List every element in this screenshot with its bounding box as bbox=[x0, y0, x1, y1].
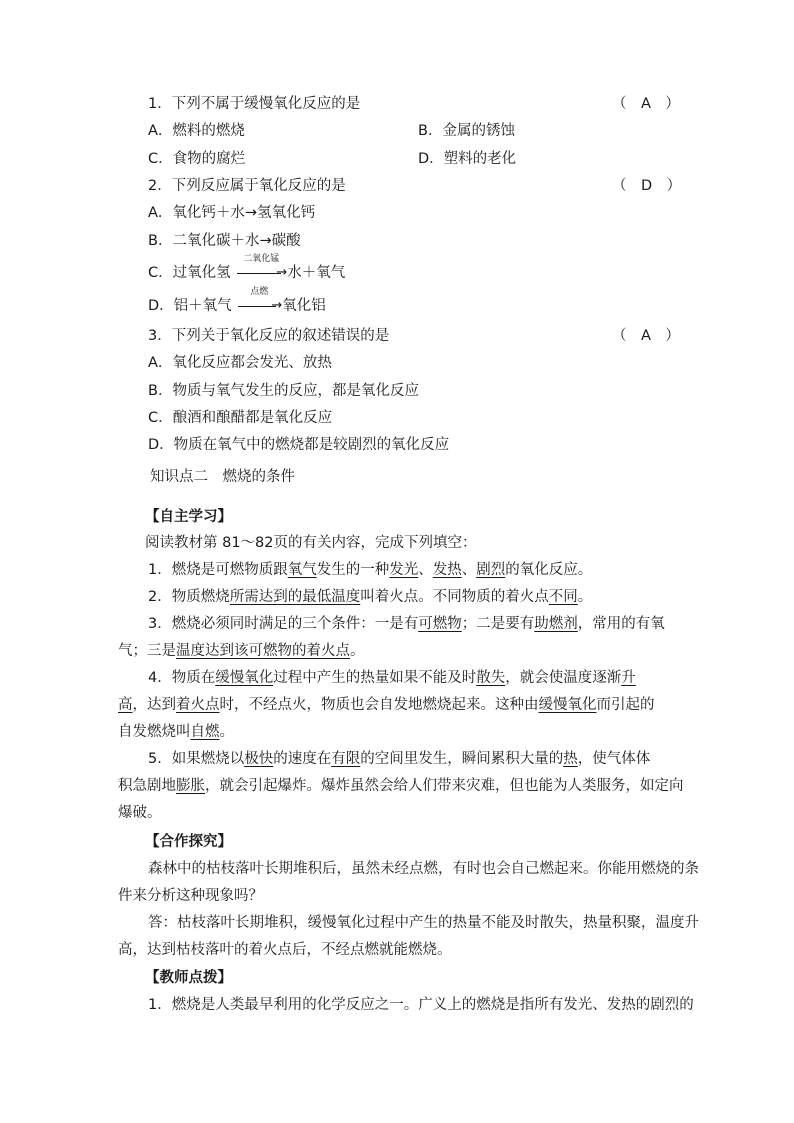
arrow-icon: → bbox=[271, 298, 283, 313]
blank-answer: 剧烈 bbox=[476, 562, 506, 578]
blank-answer: 助燃剂 bbox=[534, 616, 578, 632]
teacher-tips-heading: 【教师点拨】 bbox=[145, 970, 232, 986]
cooperation-answer-line-2: 高，达到枯枝落叶的着火点后，不经点燃就能燃烧。 bbox=[118, 942, 452, 958]
text: ；二是要有 bbox=[461, 616, 535, 632]
fill-line-5-end: 爆破。 bbox=[118, 805, 162, 821]
text: 积急剧地 bbox=[118, 778, 176, 794]
q1-answer: （ A ） bbox=[612, 96, 680, 112]
fill-line-4-end bbox=[118, 722, 234, 742]
q3-option-c: C．酿酒和酿醋都是氧化反应 bbox=[148, 410, 333, 426]
fill-line-1 bbox=[148, 560, 592, 580]
reaction-arrow-d bbox=[236, 287, 283, 316]
text: 发生的一种 bbox=[316, 562, 390, 578]
fill-line-4 bbox=[148, 668, 636, 688]
arrow-icon: → bbox=[276, 265, 288, 280]
q2-c-reactant: C．过氧化氢 bbox=[148, 265, 231, 281]
blank-answer: 氧气 bbox=[287, 562, 317, 578]
text: 而引起的 bbox=[596, 697, 655, 713]
text: 。 bbox=[350, 643, 365, 659]
text: 的空间里发生，瞬间累积大量的 bbox=[360, 751, 564, 767]
reaction-arrow-c bbox=[235, 254, 288, 283]
cooperation-question-line-2: 件来分析这种现象吗？ bbox=[118, 888, 263, 904]
section-title: 知识点二 燃烧的条件 bbox=[150, 469, 295, 485]
blank-answer: 缓慢氧化 bbox=[215, 670, 274, 686]
q3-option-b: B．物质与氧气发生的反应，都是氧化反应 bbox=[148, 383, 419, 399]
cooperation-answer-line-1: 答：枯枝落叶长期堆积，缓慢氧化过程中产生的热量不能及时散失，热量积聚，温度升 bbox=[148, 915, 699, 931]
blank-answer: 温度达到该可燃物的着火点 bbox=[176, 643, 350, 659]
text: 过程中产生的热量如果不能及时 bbox=[273, 670, 477, 686]
q2-d-reactant: D．铝＋氧气 bbox=[148, 298, 232, 314]
cooperation-question-line-1: 森林中的枯枝落叶长期堆积后，虽然未经点燃，有时也会自己燃起来。你能用燃烧的条 bbox=[148, 861, 699, 877]
q3-option-a: A．氧化反应都会发光、放热 bbox=[148, 355, 332, 371]
text: 气；三是 bbox=[118, 643, 176, 659]
fill-line-3 bbox=[148, 614, 665, 634]
text: 时，不经点火，物质也会自发地燃烧起来。这种由 bbox=[219, 697, 539, 713]
blank-answer: 散失 bbox=[476, 670, 506, 686]
blank-answer: 有限 bbox=[331, 751, 361, 767]
self-study-heading: 【自主学习】 bbox=[145, 509, 232, 525]
blank-answer: 热 bbox=[563, 751, 578, 767]
text: ，达到 bbox=[132, 697, 176, 713]
blank-answer: 着火点 bbox=[176, 697, 220, 713]
blank-answer: 发光 bbox=[389, 562, 419, 578]
q1-option-d: D．塑料的老化 bbox=[418, 151, 517, 167]
text: 2．物质燃烧 bbox=[148, 589, 230, 605]
blank-answer: 自燃 bbox=[190, 724, 220, 740]
text: 的氧化反应。 bbox=[505, 562, 593, 578]
q3-stem: 3．下列关于氧化反应的叙述错误的是 bbox=[148, 328, 390, 344]
blank-answer: 膨胀 bbox=[176, 778, 205, 794]
text: 叫着火点。不同物质的着火点 bbox=[360, 589, 549, 605]
q2-c-product: 水＋氧气 bbox=[287, 265, 346, 281]
text: 、 bbox=[418, 562, 433, 578]
blank-answer: 不同 bbox=[548, 589, 578, 605]
text: 的速度在 bbox=[273, 751, 332, 767]
text: 自发燃烧叫 bbox=[118, 724, 191, 740]
blank-answer: 所需达到的最低温度 bbox=[229, 589, 361, 605]
q1-option-c: C．食物的腐烂 bbox=[148, 151, 246, 167]
q2-stem: 2．下列反应属于氧化反应的是 bbox=[148, 178, 346, 194]
text: ，使气体体 bbox=[577, 751, 651, 767]
q2-answer: （ D ） bbox=[612, 178, 682, 194]
blank-answer: 可燃物 bbox=[418, 616, 462, 632]
q2-option-a: A．氧化钙＋水→氢氧化钙 bbox=[148, 205, 316, 221]
condition-label: 点燃 bbox=[250, 287, 269, 297]
text: 3．燃烧必须同时满足的三个条件：一是有 bbox=[148, 616, 419, 632]
text: ，常用的有氧 bbox=[577, 616, 665, 632]
fill-line-3-cont bbox=[118, 641, 365, 661]
fill-line-5-cont bbox=[118, 776, 684, 796]
teacher-tip-line-1: 1．燃烧是人类最早利用的化学反应之一。广义上的燃烧是指所有发光、发热的剧烈的 bbox=[148, 997, 694, 1013]
blank-answer: 极快 bbox=[244, 751, 274, 767]
q1-stem: 1．下列不属于缓慢氧化反应的是 bbox=[148, 96, 361, 112]
catalyst-label: 二氧化锰 bbox=[243, 254, 280, 264]
q3-answer: （ A ） bbox=[612, 328, 680, 344]
q1-option-a: A．燃料的燃烧 bbox=[148, 123, 245, 139]
arrow-line bbox=[237, 273, 281, 274]
q2-d-product: 氧化铝 bbox=[282, 298, 326, 314]
text: 1．燃烧是可燃物质跟 bbox=[148, 562, 288, 578]
q2-option-c bbox=[148, 254, 346, 283]
text: 4．物质在 bbox=[148, 670, 216, 686]
blank-answer: 高 bbox=[118, 697, 133, 713]
fill-line-4-cont bbox=[118, 695, 655, 715]
text: ，就会引起爆炸。爆炸虽然会给人们带来灾难，但也能为人类服务，如定向 bbox=[205, 778, 684, 794]
text: 5．如果燃烧以 bbox=[148, 751, 245, 767]
blank-answer: 缓慢氧化 bbox=[538, 697, 597, 713]
text: ，就会使温度逐渐 bbox=[505, 670, 622, 686]
text: 。 bbox=[219, 724, 234, 740]
fill-line-5 bbox=[148, 749, 650, 769]
q2-option-d bbox=[148, 287, 326, 316]
q3-option-d: D．物质在氧气中的燃烧都是较剧烈的氧化反应 bbox=[148, 437, 450, 453]
blank-answer: 发热 bbox=[432, 562, 462, 578]
cooperation-heading: 【合作探究】 bbox=[145, 834, 232, 850]
text: 。 bbox=[577, 589, 593, 605]
blank-answer: 升 bbox=[621, 670, 636, 686]
fill-line-2 bbox=[148, 587, 592, 607]
q2-option-b: B．二氧化碳＋水→碳酸 bbox=[148, 233, 301, 249]
reading-instruction: 阅读教材第 81～82页的有关内容，完成下列填空： bbox=[145, 535, 477, 551]
text: 、 bbox=[461, 562, 477, 578]
q1-option-b: B．金属的锈蚀 bbox=[418, 123, 515, 139]
